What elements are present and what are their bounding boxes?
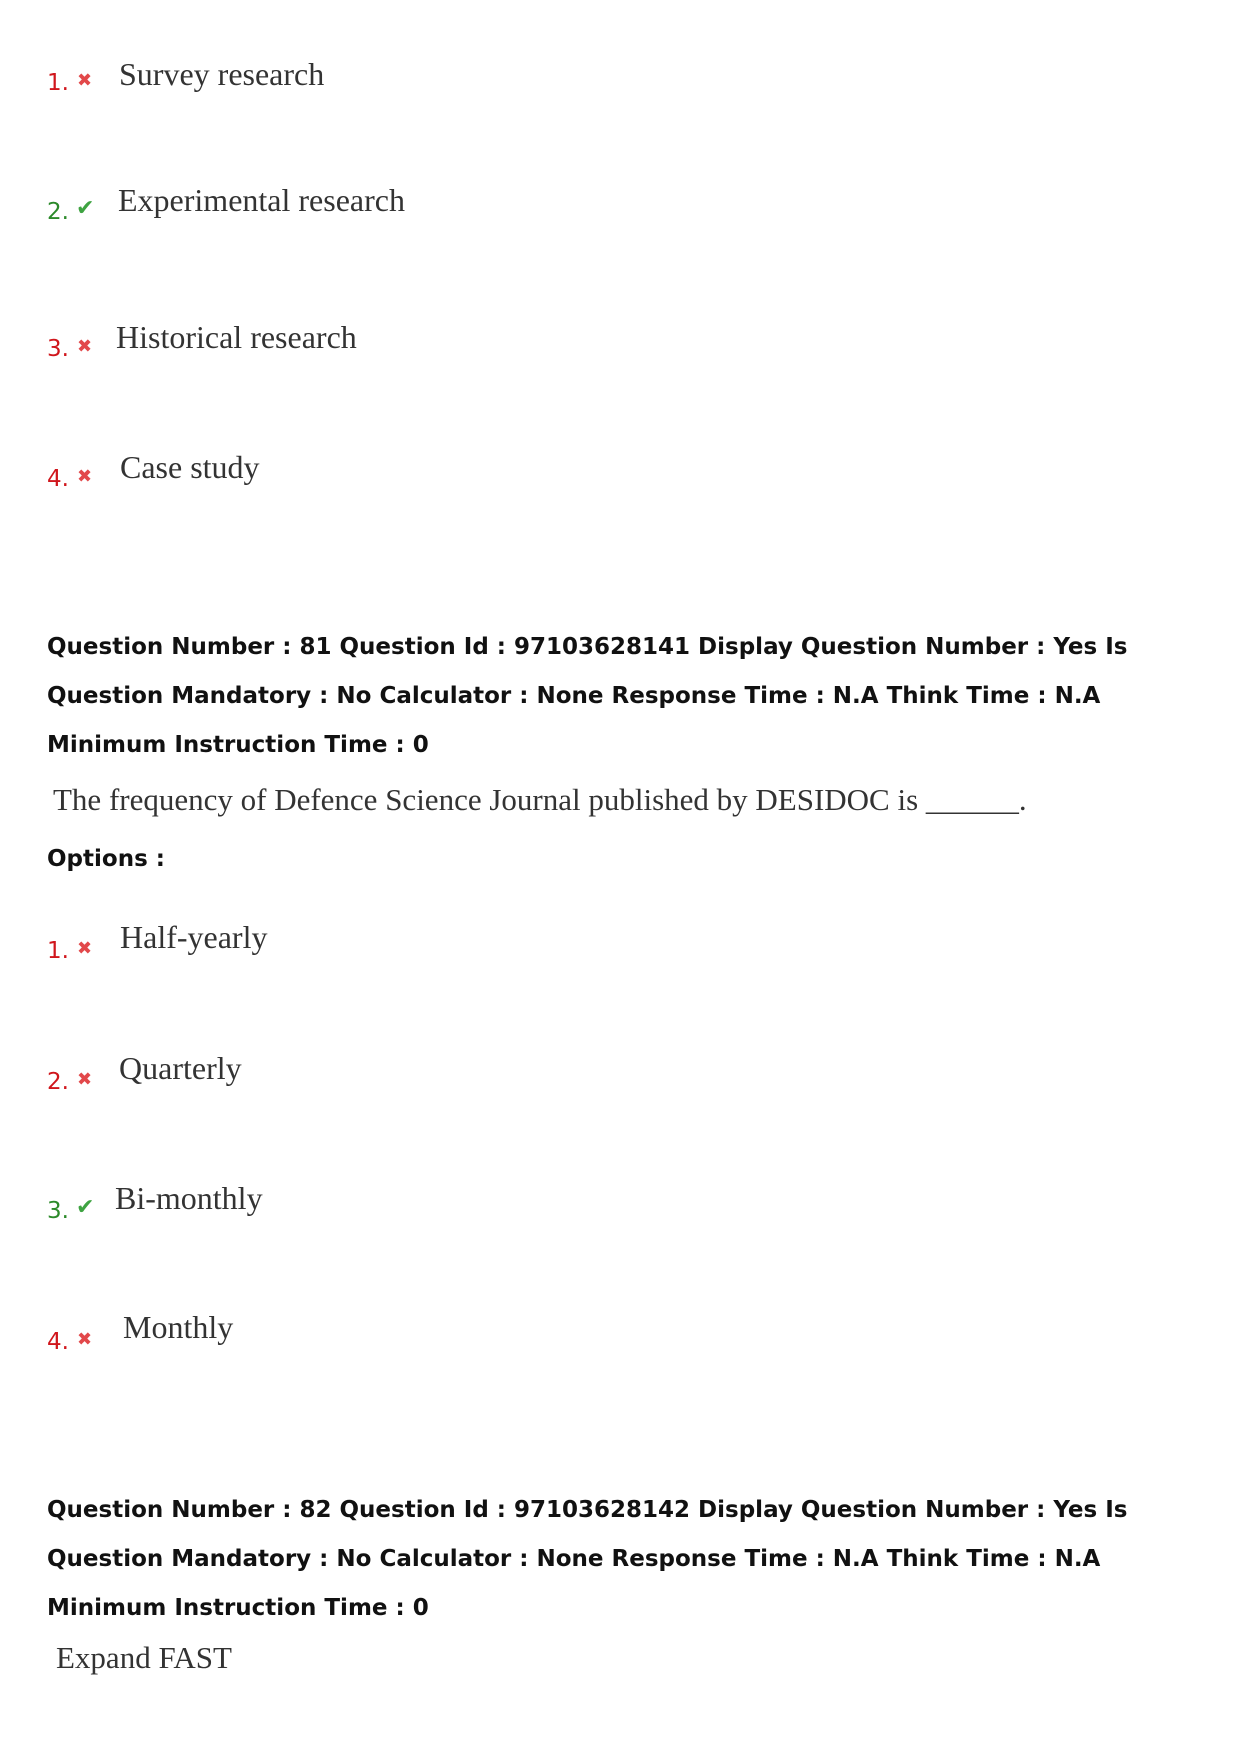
option-text: Monthly [123, 1309, 234, 1345]
option-text: Historical research [116, 319, 357, 355]
option-number: 4. [47, 1329, 69, 1355]
question-text-81: The frequency of Defence Science Journal published by DESIDOC is ______. [53, 782, 1027, 817]
option-number: 3. [47, 336, 69, 362]
cross-icon: ✖ [77, 938, 93, 959]
option-number: 1. [47, 70, 69, 96]
cross-icon: ✖ [77, 1069, 93, 1090]
option-number: 2. [47, 1069, 69, 1095]
option-text: Experimental research [118, 182, 405, 218]
option-number: 1. [47, 938, 69, 964]
option-text: Case study [120, 449, 260, 485]
options-label: Options : [47, 846, 165, 872]
cross-icon: ✖ [77, 336, 93, 357]
option-number: 3. [47, 1198, 69, 1224]
check-icon: ✔ [76, 196, 95, 221]
check-icon: ✔ [76, 1195, 95, 1220]
cross-icon: ✖ [77, 70, 93, 91]
option-number: 2. [47, 199, 69, 225]
cross-icon: ✖ [77, 1329, 93, 1350]
option-text: Half-yearly [120, 919, 268, 955]
question-meta-82: Question Number : 82 Question Id : 97103628142 Display Question Number : Yes Is Question Mandatory : No Calculator : None Response Time : N.A Think Time : N.A Minimum Instruction Time : 0 [47, 1497, 1128, 1621]
cross-icon: ✖ [77, 466, 93, 487]
question-meta-81: Question Number : 81 Question Id : 97103628141 Display Question Number : Yes Is Question Mandatory : No Calculator : None Response Time : N.A Think Time : N.A Minimum Instruction Time : 0 [47, 634, 1128, 758]
question-text-82: Expand FAST [56, 1640, 232, 1675]
option-text: Bi-monthly [115, 1180, 263, 1216]
option-number: 4. [47, 466, 69, 492]
option-text: Survey research [119, 56, 325, 92]
option-text: Quarterly [119, 1050, 242, 1086]
